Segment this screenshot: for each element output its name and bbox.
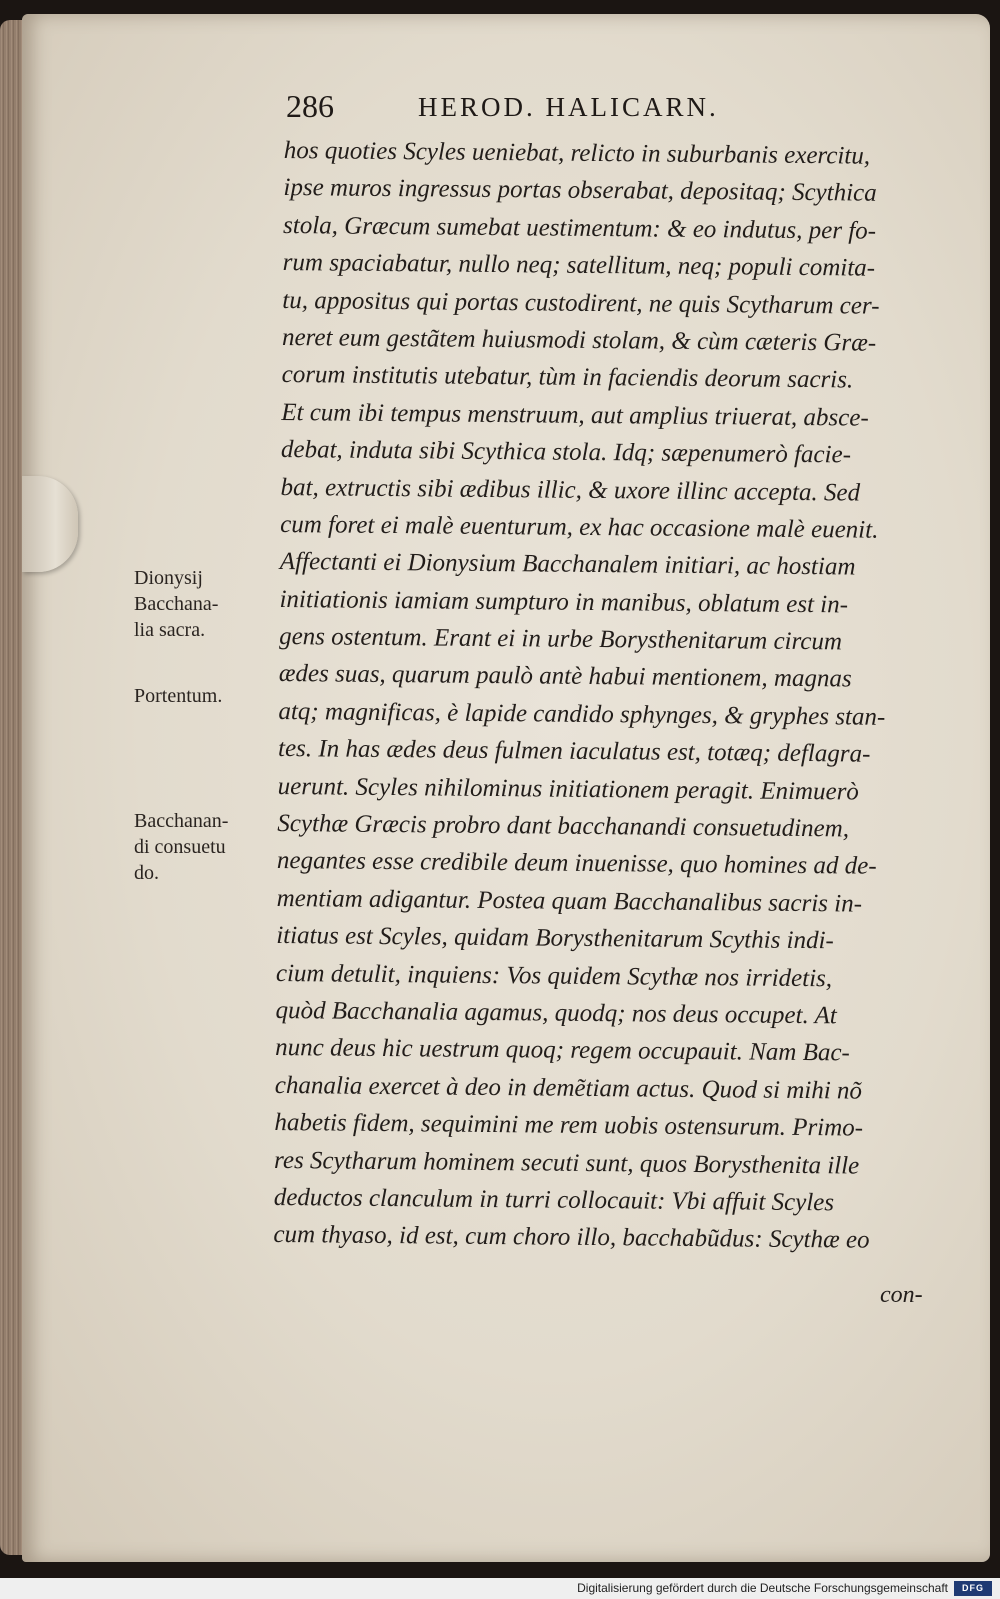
page-tab-marker xyxy=(22,476,78,572)
text-line: tu, appositus qui portas custodirent, ne quis Scytharum cer- xyxy=(282,286,880,320)
marginal-note-line: Bacchanan- xyxy=(134,810,229,832)
text-line: atq; magnificas, è lapide candido sphynges, & gryphes stan- xyxy=(278,697,886,731)
catchword: con- xyxy=(880,1282,923,1308)
text-line: mentiam adigantur. Postea quam Bacchanalibus sacris in- xyxy=(276,884,863,918)
text-line: ædes suas, quarum paulò antè habui mentionem, magnas xyxy=(278,660,852,693)
text-line: nunc deus hic uestrum quoq; regem occupauit. Nam Bac- xyxy=(275,1034,850,1067)
text-line: habetis fidem, sequimini me rem uobis ostensurum. Primo- xyxy=(274,1109,864,1142)
text-line: cium detulit, inquiens: Vos quidem Scythæ nos irridetis, xyxy=(275,959,833,992)
running-head-title: HEROD. HALICARN. xyxy=(418,92,719,122)
text-line: chanalia exercet à deo in demẽtiam actus. Quod si mihi nõ xyxy=(274,1071,863,1105)
footer-bar xyxy=(0,1578,1000,1599)
text-line: corum institutis utebatur, tùm in faciendis deorum sacris. xyxy=(281,361,854,394)
text-line: initiationis iamiam sumpturo in manibus, oblatum est in- xyxy=(279,585,849,619)
text-line: debat, induta sibi Scythica stola. Idq; sæpenumerò facie- xyxy=(280,436,852,469)
marginal-note-line: Portentum. xyxy=(134,685,223,707)
marginal-note-line: di consuetu xyxy=(134,836,226,858)
text-line: stola, Græcum sumebat uestimentum: & eo indutus, per fo- xyxy=(282,211,877,245)
marginal-note-line: do. xyxy=(134,862,159,884)
text-line: tes. In has ædes deus fulmen iaculatus est, totæq; deflagra- xyxy=(277,735,871,768)
text-line: uerunt. Scyles nihilominus initiationem peragit. Enimuerò xyxy=(277,772,860,806)
marginal-note-line: Bacchana- xyxy=(134,593,219,615)
text-line: rum spaciabatur, nullo neq; satellitum, neq; populi comita- xyxy=(282,249,876,282)
text-line: gens ostentum. Erant ei in urbe Borysthenitarum circum xyxy=(279,623,843,656)
text-line: Affectanti ei Dionysium Bacchanalem initiari, ac hostiam xyxy=(279,548,856,581)
main-text-block xyxy=(273,132,934,1260)
marginal-note-line: Dionysij xyxy=(134,567,203,589)
dfg-logo: DFG xyxy=(954,1581,992,1596)
text-line: hos quoties Scyles ueniebat, relicto in suburbanis exercitu, xyxy=(283,136,871,170)
text-line: quòd Bacchanalia agamus, quodq; nos deus occupet. At xyxy=(275,996,837,1030)
text-line: cum thyaso, id est, cum choro illo, bacchabũdus: Scythæ eo xyxy=(273,1221,870,1254)
page-number: 286 xyxy=(286,88,334,124)
text-line: neret eum gestãtem huiusmodi stolam, & cùm cæteris Græ- xyxy=(281,323,877,357)
text-line: res Scytharum hominem secuti sunt, quos Borysthenita ille xyxy=(274,1146,860,1180)
text-line: deductos clanculum in turri collocauit: Vbi affuit Scyles xyxy=(273,1183,835,1217)
footer-credit: Digitalisierung gefördert durch die Deutsche Forschungsgemeinschaft xyxy=(577,1581,948,1595)
running-head xyxy=(286,88,946,128)
marginal-note-portentum xyxy=(134,683,279,709)
text-line: cum foret ei malè euenturum, ex hac occasione malè euenit. xyxy=(280,510,879,544)
text-line: itiatus est Scyles, quidam Borysthenitarum Scythis indi- xyxy=(276,922,834,955)
marginal-note-bacchanandi xyxy=(134,808,279,886)
text-line: bat, extructis sibi ædibus illic, & uxore illinc accepta. Sed xyxy=(280,473,861,507)
marginal-note-line: lia sacra. xyxy=(134,619,206,641)
marginal-note-dionysij xyxy=(134,565,279,643)
text-line: ipse muros ingressus portas obserabat, depositaq; Scythica xyxy=(283,174,877,208)
text-line: negantes esse credibile deum inuenisse, quo homines ad de- xyxy=(276,847,877,881)
text-line: Scythæ Græcis probro dant bacchanandi consuetudinem, xyxy=(277,810,850,843)
text-line: Et cum ibi tempus menstruum, aut amplius triuerat, absce- xyxy=(281,398,869,432)
